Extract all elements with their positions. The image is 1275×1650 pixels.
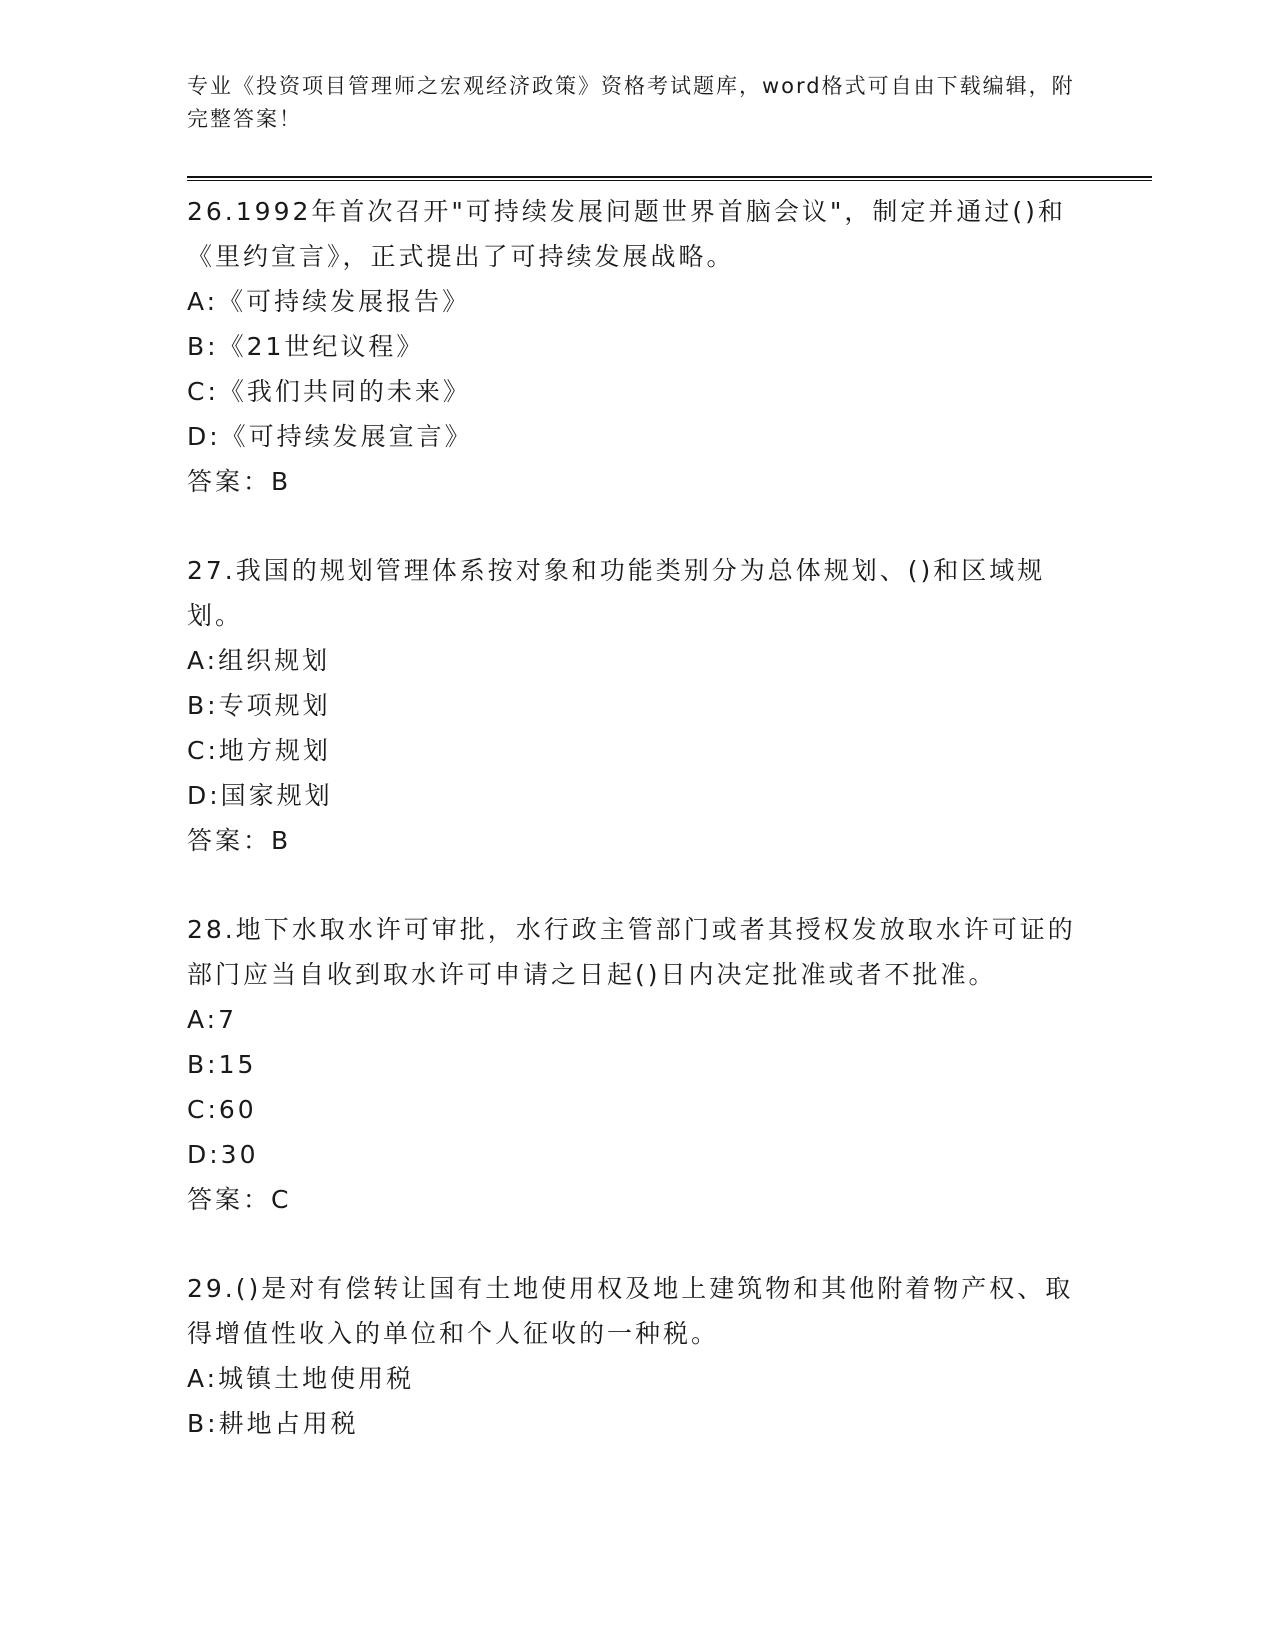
question-stem: 27.我国的规划管理体系按对象和功能类别分为总体规划、()和区域规划。 xyxy=(187,556,1046,630)
option-a: A:城镇土地使用税 xyxy=(187,1364,415,1393)
question-list xyxy=(187,189,1152,1446)
answer: 答案：B xyxy=(187,826,292,855)
question-27 xyxy=(187,548,1152,863)
option-a: A:《可持续发展报告》 xyxy=(187,287,471,316)
option-b: B:15 xyxy=(187,1050,257,1079)
answer: 答案：B xyxy=(187,467,292,496)
option-c: C:60 xyxy=(187,1095,257,1124)
option-d: D:国家规划 xyxy=(187,781,333,810)
answer: 答案：C xyxy=(187,1185,292,1214)
option-c: C:《我们共同的未来》 xyxy=(187,377,471,406)
question-stem: 26.1992年首次召开"可持续发展问题世界首脑会议"，制定并通过()和《里约宣言》，正式提出了可持续发展战略。 xyxy=(187,197,1066,271)
question-26 xyxy=(187,189,1152,504)
option-d: D:《可持续发展宣言》 xyxy=(187,422,473,451)
question-stem: 28.地下水取水许可审批，水行政主管部门或者其授权发放取水许可证的部门应当自收到取水许可申请之日起()日内决定批准或者不批准。 xyxy=(187,915,1076,989)
option-d: D:30 xyxy=(187,1140,259,1169)
option-b: B:专项规划 xyxy=(187,691,331,720)
option-b: B:耕地占用税 xyxy=(187,1409,359,1438)
option-b: B:《21世纪议程》 xyxy=(187,332,425,361)
document-header: 专业《投资项目管理师之宏观经济政策》资格考试题库，word格式可自由下载编辑，附完整答案！ xyxy=(187,74,1075,131)
option-a: A:组织规划 xyxy=(187,646,331,675)
option-a: A:7 xyxy=(187,1005,237,1034)
document-page xyxy=(187,70,1152,1490)
header-divider xyxy=(187,176,1152,181)
question-29 xyxy=(187,1266,1152,1446)
question-stem: 29.()是对有偿转让国有土地使用权及地上建筑物和其他附着物产权、取得增值性收入的单位和个人征收的一种税。 xyxy=(187,1274,1074,1348)
question-28 xyxy=(187,907,1152,1222)
option-c: C:地方规划 xyxy=(187,736,331,765)
